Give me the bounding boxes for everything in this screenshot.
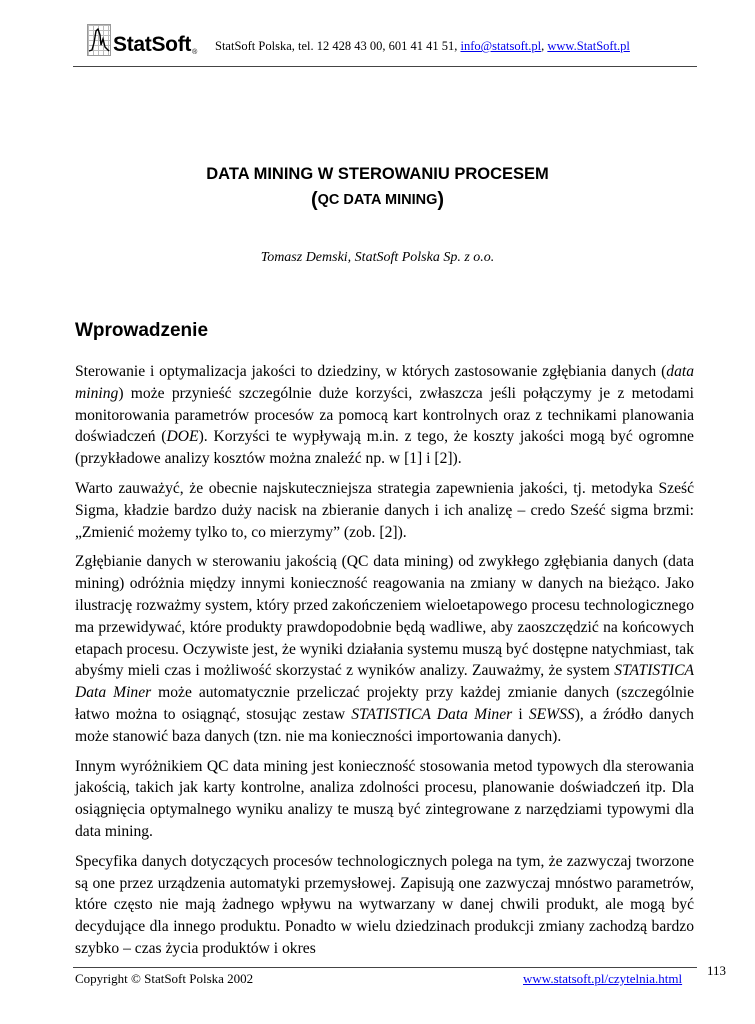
header-divider: [73, 66, 697, 67]
page-header: [75, 22, 695, 62]
paragraph-text: ). Korzyści te wypływają m.in. z tego, że koszty jakości mogą być ogromne (przykładowe analizy kosztów można znaleźć np. w [1] i [2]).: [75, 428, 694, 468]
emphasis-text: SEWSS: [528, 705, 575, 723]
registered-mark: ®: [192, 49, 198, 56]
email-link[interactable]: info@statsoft.pl: [460, 39, 542, 53]
paragraph: [75, 361, 694, 470]
subtitle-text: QC DATA MINING: [317, 192, 438, 208]
open-paren: (: [310, 189, 318, 211]
paragraph-text: Specyfika danych dotyczących procesów technologicznych polega na tym, że zazwyczaj tworzone są one przez urządzenia automatyki przemysłowej. Zapisują one zazwyczaj mnóstwo parametrów, które często nie mają żadnego wpływu na wytwarzany w danej chwili produkt, ale mogą być decydujące dla innego produktu. Ponadto w wielu dziedzinach produkcji zmiany zachodzą bardzo szybko – czas życia produktów i okres: [75, 852, 694, 957]
document-subtitle: [0, 189, 755, 212]
contact-info: [215, 39, 630, 54]
paragraph-text: ) może przynieść szczególnie duże korzyści, zwłaszcza jeśli połączymy je z metodami monitorowania parametrów procesów za pomocą kart kontrolnych oraz z technikami planowania doświadczeń (: [75, 384, 694, 446]
paragraph-text: Innym wyróżnikiem QC data mining jest konieczność stosowania metod typowych dla sterowania jakością, takich jak karty kontrolne, analiza zdolności procesu, planowanie doświadczeń itp. Dla osiągnięcia optymalnego wyniku analizy te muszą być zintegrowane z narzędziami typowymi dla data mining.: [75, 757, 694, 840]
paragraph-text: i: [512, 705, 529, 723]
paragraph-text: może automatycznie przeliczać projekty przy każdej zmianie danych (szczególnie łatwo można to osiągnąć, stosując zestaw: [75, 684, 694, 723]
emphasis-text: DOE: [166, 428, 199, 446]
body-text: [75, 361, 694, 968]
paragraph-text: Warto zauważyć, że obecnie najskuteczniejsza strategia zapewnienia jakości, tj. metodyka Sześć Sigma, kładzie bardzo duży nacisk na zbieranie danych i ich analizę – credo Sześć sigma brzmi: „Zmienić możemy tylko to, co mierzymy” (zob. [2]).: [75, 479, 694, 541]
paragraph: [75, 551, 694, 747]
section-heading: Wprowadzenie: [75, 320, 209, 341]
paragraph-text: ), a źródło danych może stanowić baza danych (tzn. nie ma konieczności importowania danych).: [75, 705, 694, 745]
contact-text: StatSoft Polska, tel. 12 428 43 00, 601 41 41 51,: [215, 39, 461, 53]
website-link[interactable]: www.StatSoft.pl: [547, 39, 630, 53]
copyright-notice: Copyright © StatSoft Polska 2002: [75, 971, 254, 986]
paragraph: [75, 851, 694, 960]
separator: ,: [541, 39, 548, 53]
author-line: Tomasz Demski, StatSoft Polska Sp. z o.o.: [260, 250, 495, 265]
statsoft-logo: [87, 24, 197, 56]
close-paren: ): [437, 189, 445, 211]
paragraph-text: Sterowanie i optymalizacja jakości to dziedziny, w których zastosowanie zgłębiania danych (: [75, 363, 667, 380]
footer-link[interactable]: www.statsoft.pl/czytelnia.html: [523, 971, 683, 986]
footer-divider: [73, 967, 697, 968]
emphasis-text: STATISTICA Data Miner: [75, 662, 694, 702]
paragraph-text: Zgłębianie danych w sterowaniu jakością (QC data mining) od zwykłego zgłębiania danych (data mining) odróżnia między innymi konieczność reagowania na zmiany w danych na bieżąco. Jako ilustrację rozważmy system, który przed zakończeniem wieloetapowego procesu technologicznego ma przewidywać, które produkty prawdopodobnie będą wadliwe, aby zaoszczędzić na końcowych etapach procesu. Oczywiste jest, że wyniki działania systemu muszą być dostępne natychmiast, tak abyśmy mieli czas i możliwość skorzystać z wyników analizy. Zauważmy, że system: [75, 553, 694, 680]
chart-logo-icon: [87, 24, 111, 56]
emphasis-text: data mining: [75, 363, 694, 402]
paragraph: [75, 756, 694, 843]
document-title: DATA MINING W STEROWANIU PROCESEM: [206, 165, 549, 183]
paragraph: [75, 478, 694, 543]
logo-text: StatSoft: [113, 33, 192, 56]
page-number: 113: [707, 963, 727, 978]
emphasis-text: STATISTICA Data Miner: [351, 705, 513, 723]
